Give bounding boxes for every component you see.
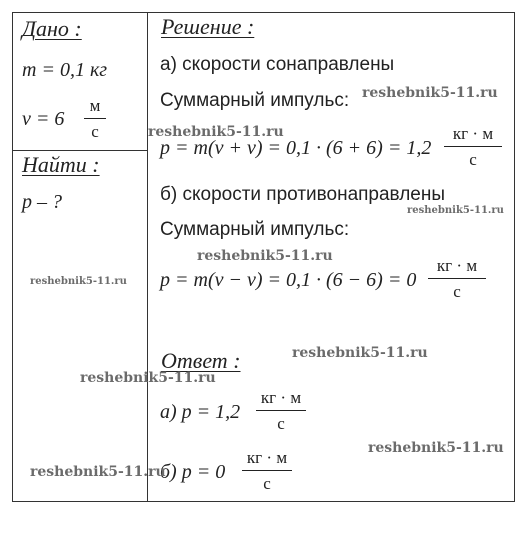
find-target: p – ? (22, 191, 62, 213)
watermark: reshebnik5-11.ru (368, 440, 504, 456)
watermark: reshebnik5-11.ru (30, 464, 166, 480)
watermark: reshebnik5-11.ru (407, 205, 504, 216)
answer-a-unit (256, 389, 306, 432)
answer-b-unit (242, 449, 292, 492)
find-heading: Найти : (22, 152, 100, 177)
watermark: reshebnik5-11.ru (362, 85, 498, 101)
watermark: reshebnik5-11.ru (197, 248, 333, 264)
fraction-bar (428, 278, 486, 279)
formula-b-unit-numerator: кг · м (436, 256, 478, 275)
answer-b-unit-numerator: кг · м (246, 448, 288, 467)
watermark: reshebnik5-11.ru (80, 370, 216, 386)
fraction-bar (242, 470, 292, 471)
answer-heading: Ответ : (161, 348, 241, 373)
answer-a-unit-denominator: с (277, 414, 285, 433)
formula-b: p = m(v − v) = 0,1 · (6 − 6) = 0 (160, 269, 417, 291)
total-momentum-label-a: Суммарный импульс: (160, 90, 350, 111)
velocity-unit-numerator: м (89, 96, 101, 115)
solution-heading: Решение : (161, 14, 255, 39)
case-a-label: а) скорости сонаправлены (160, 54, 395, 75)
formula-a-unit-numerator: кг · м (452, 124, 494, 143)
formula-a: p = m(v + v) = 0,1 · (6 + 6) = 1,2 (160, 137, 432, 159)
answer-a: а) p = 1,2 (160, 401, 241, 423)
fraction-bar (256, 410, 306, 411)
column-divider (147, 12, 148, 502)
formula-b-unit-denominator: с (453, 282, 461, 301)
fraction-bar (444, 146, 502, 147)
formula-a-unit-denominator: с (469, 150, 477, 169)
watermark: reshebnik5-11.ru (30, 276, 127, 287)
answer-b: б) p = 0 (160, 461, 226, 483)
given-heading: Дано : (22, 16, 82, 41)
formula-b-unit (428, 257, 486, 300)
total-momentum-label-b: Суммарный импульс: (160, 219, 350, 240)
given-velocity: v = 6 (22, 108, 65, 130)
watermark: reshebnik5-11.ru (292, 345, 428, 361)
case-b-label: б) скорости противонаправлены (160, 184, 446, 205)
given-find-divider (12, 150, 148, 151)
formula-a-unit (444, 125, 502, 168)
watermark: reshebnik5-11.ru (148, 124, 284, 140)
velocity-unit-denominator: с (91, 122, 99, 141)
answer-b-unit-denominator: с (263, 474, 271, 493)
answer-a-unit-numerator: кг · м (260, 388, 302, 407)
fraction-bar (84, 118, 106, 119)
velocity-unit-fraction (84, 97, 106, 140)
given-mass: m = 0,1 кг (22, 59, 108, 81)
